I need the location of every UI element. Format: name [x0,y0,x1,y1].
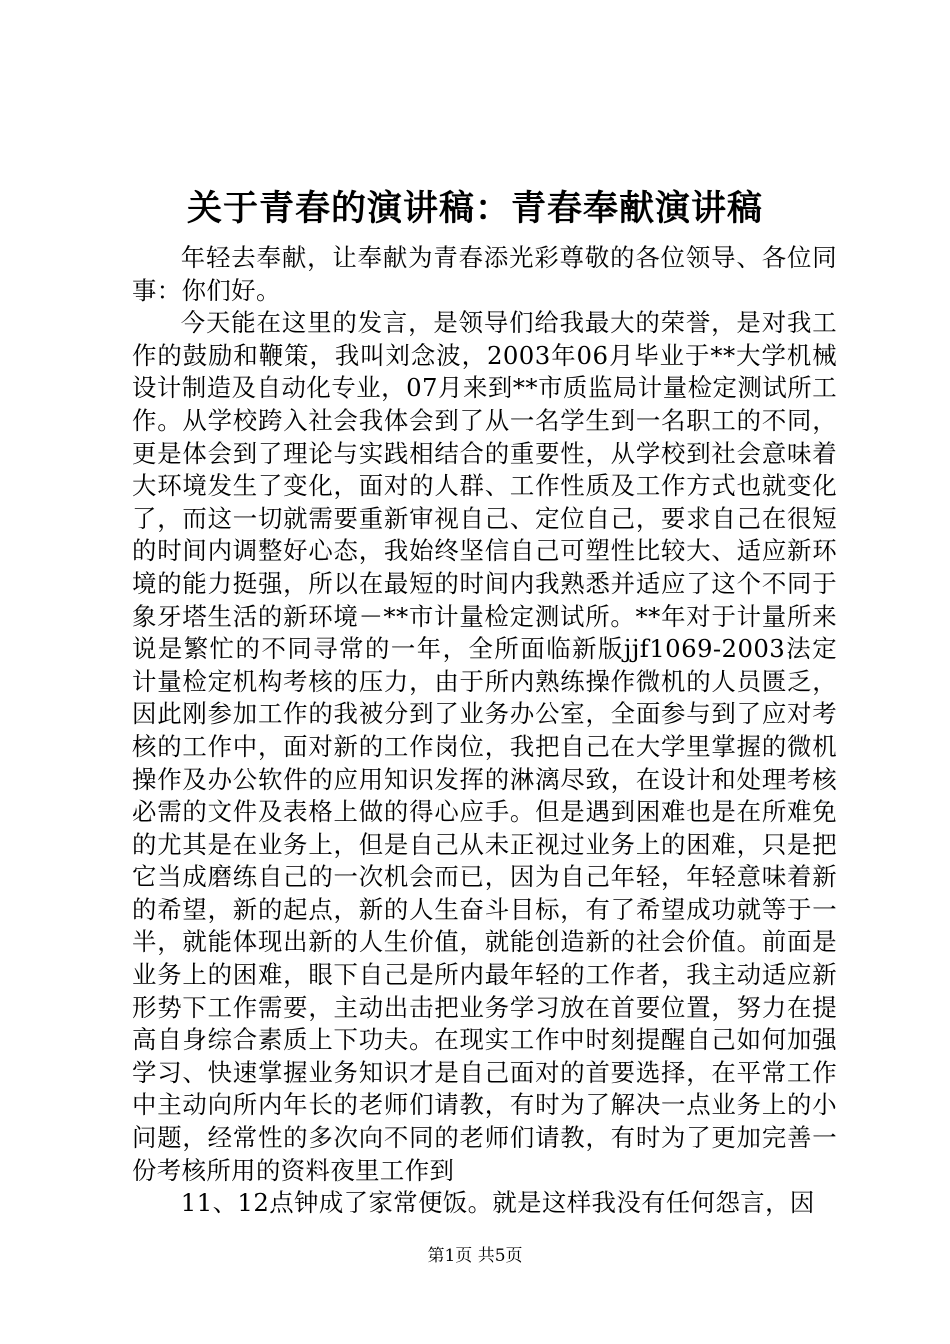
paragraph-greeting: 年轻去奉献，让奉献为青春添光彩尊敬的各位领导、各位同事：你们好。 [132,243,837,305]
paragraph-continued: 11、12点钟成了家常便饭。就是这样我没有任何怨言，因 [180,1188,815,1218]
paragraph-main: 今天能在这里的发言，是领导们给我最大的荣誉，是对我工作的鼓励和鞭策，我叫刘念波，2003年06月毕业于**大学机械设计制造及自动化专业，07月来到**市质监局计量检定测试所工作。从学校跨入社会我体会到了从一名学生到一名职工的不同，更是体会到了理论与实践相结合的重要性，从学校到社会意味着大环境发生了变化，面对的人群、工作性质及工作方式也就变化了，而这一切就需要重新审视自己、定位自己，要求自己在很短的时间内调整好心态，我始终坚信自己可塑性比较大、适应新环境的能力挺强，所以在最短的时间内我熟悉并适应了这个不同于象牙塔生活的新环境－**市计量检定测试所。**年对于计量所来说是繁忙的不同寻常的一年，全所面临新版jjf1069-2003法定计量检定机构考核的压力，由于所内熟练操作微机的人员匮乏，因此刚参加工作的我被分到了业务办公室，全面参与到了应对考核的工作中，面对新的工作岗位，我把自己在大学里掌握的微机操作及办公软件的应用知识发挥的淋漓尽致，在设计和处理考核必需的文件及表格上做的得心应手。但是遇到困难也是在所难免的尤其是在业务上，但是自己从未正视过业务上的困难，只是把它当成磨练自己的一次机会而已，因为自己年轻，年轻意味着新的希望，新的起点，新的人生奋斗目标，有了希望成功就等于一半，就能体现出新的人生价值，就能创造新的社会价值。前面是业务上的困难，眼下自己是所内最年轻的工作者，我主动适应新形势下工作需要，主动出击把业务学习放在首要位置，努力在提高自身综合素质上下功夫。在现实工作中时刻提醒自己如何加强学习、快速掌握业务知识才是自己面对的首要选择，在平常工作中主动向所内年长的老师们请教，有时为了解决一点业务上的小问题，经常性的多次向不同的老师们请教，有时为了更加完善一份考核所用的资料夜里工作到 [132,308,837,1185]
document-title: 关于青春的演讲稿：青春奉献演讲稿 [186,188,763,229]
page-number-footer: 第1页 共5页 [427,1246,523,1266]
document-body [132,242,837,1220]
